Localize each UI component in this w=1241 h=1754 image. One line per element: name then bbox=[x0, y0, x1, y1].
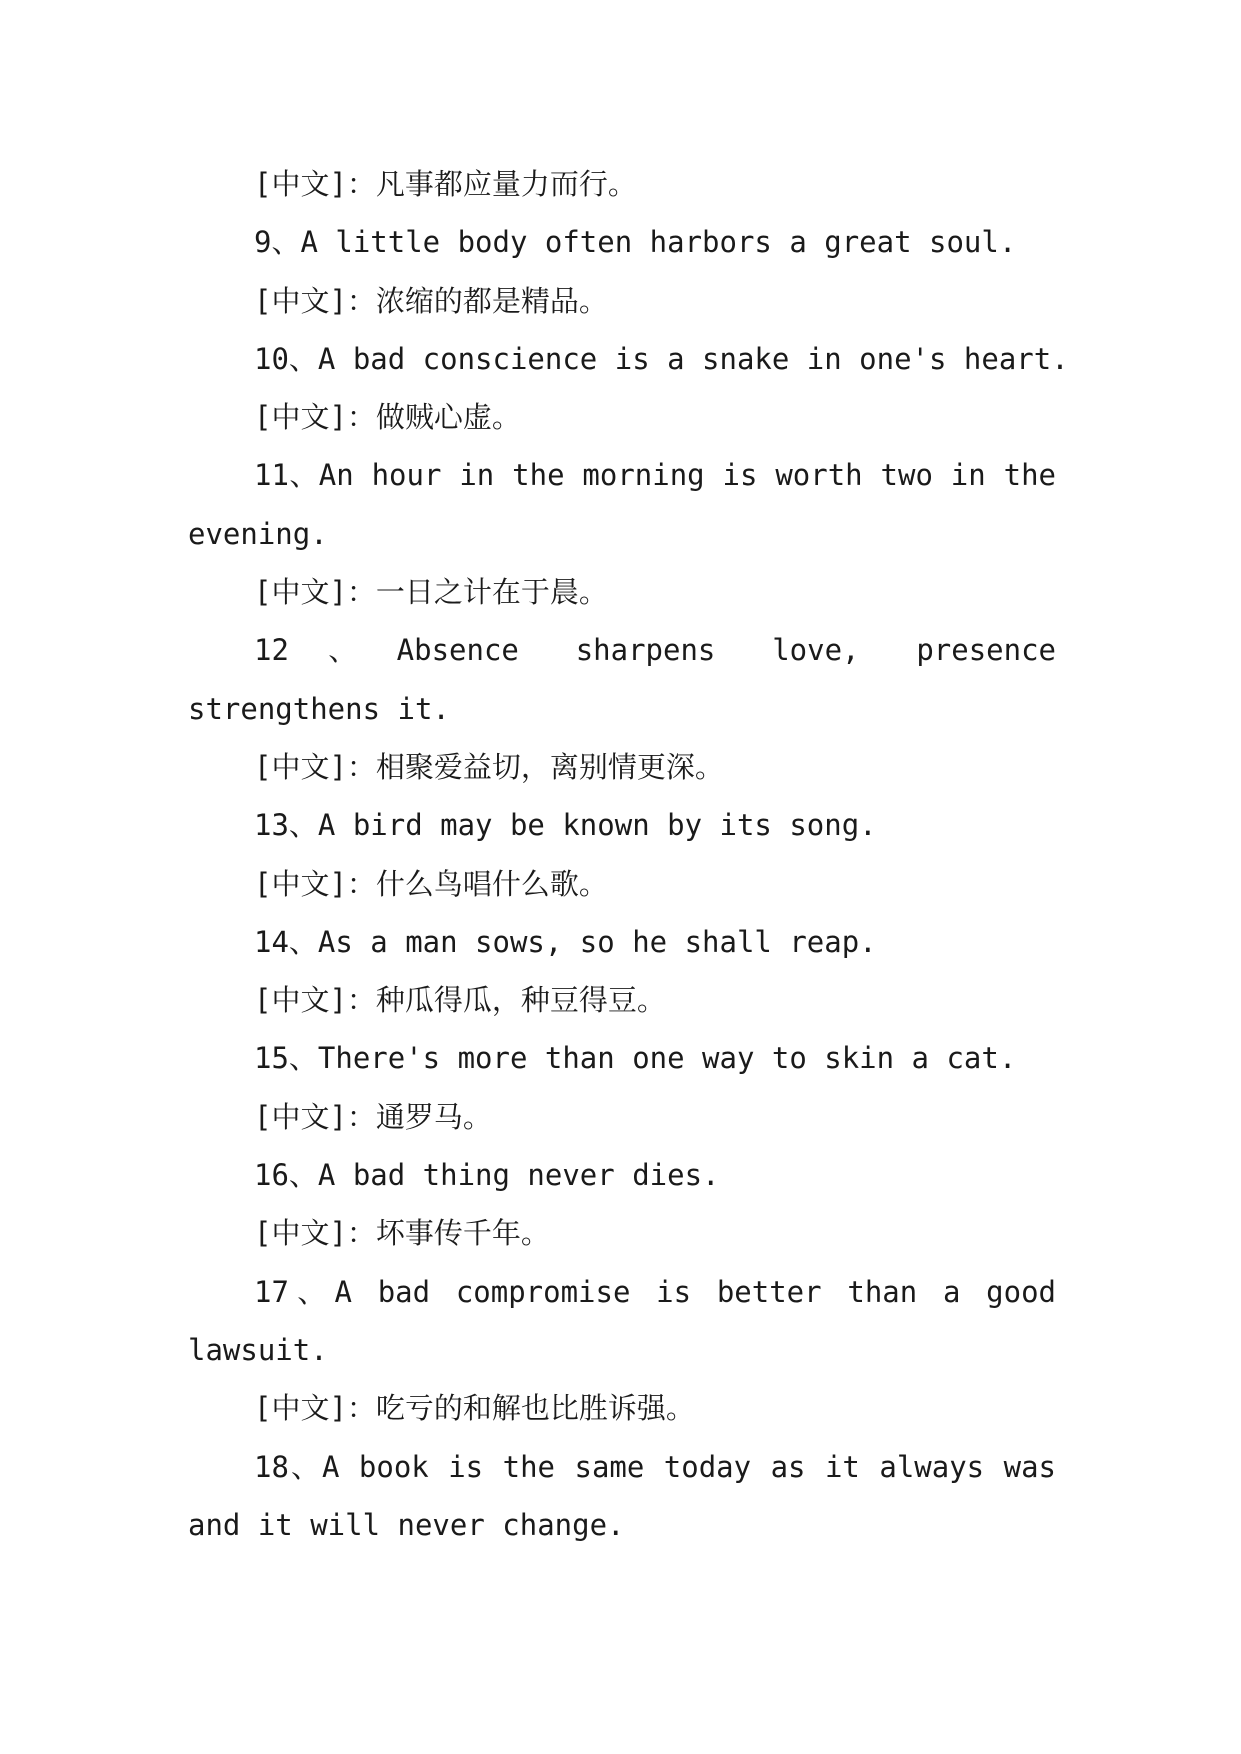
proverb-line: 12、Absence sharpens love, presence strengthens it. bbox=[188, 633, 1056, 726]
translation-line: [中文]：相聚爱益切，离别情更深。 bbox=[254, 749, 724, 784]
translation-line: [中文]：一日之计在于晨。 bbox=[254, 575, 608, 610]
translation-line: [中文]：凡事都应量力而行。 bbox=[254, 167, 637, 201]
translation-line: [中文]：浓缩的都是精品。 bbox=[254, 283, 608, 318]
translation-line: [中文]：种瓜得瓜，种豆得豆。 bbox=[254, 983, 666, 1018]
proverb-line: 11、An hour in the morning is worth two in the evening. bbox=[188, 458, 1056, 551]
proverb-line: 13、A bird may be known by its song. bbox=[254, 808, 877, 843]
translation-line: [中文]：通罗马。 bbox=[254, 1099, 492, 1134]
translation-line: [中文]：什么鸟唱什么歌。 bbox=[254, 866, 608, 901]
proverb-line: 10、A bad conscience is a snake in one's heart. bbox=[254, 341, 1069, 376]
proverb-line: 16、A bad thing never dies. bbox=[254, 1158, 720, 1193]
proverb-line: 18、A book is the same today as it always was and it will never change. bbox=[188, 1449, 1056, 1542]
translation-line: [中文]：吃亏的和解也比胜诉强。 bbox=[254, 1391, 695, 1426]
translation-line: [中文]：坏事传千年。 bbox=[254, 1216, 550, 1251]
proverb-line: 14、As a man sows, so he shall reap. bbox=[254, 924, 877, 959]
translation-line: [中文]：做贼心虚。 bbox=[254, 400, 521, 435]
proverb-line: 9、A little body often harbors a great soul. bbox=[254, 225, 1017, 260]
proverb-line: 17、A bad compromise is better than a good lawsuit. bbox=[188, 1274, 1056, 1367]
document-body bbox=[188, 155, 1069, 1554]
proverb-line: 15、There's more than one way to skin a cat. bbox=[254, 1041, 1017, 1076]
